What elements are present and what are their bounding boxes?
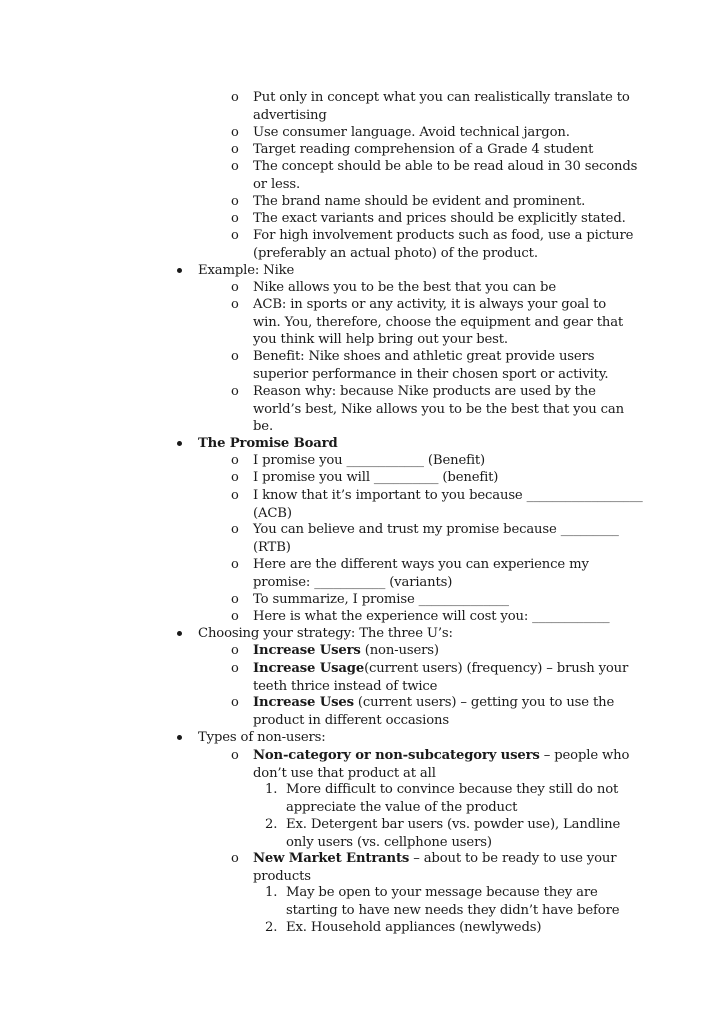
- sub-bullet: o: [231, 592, 239, 607]
- sub-bullet: o: [231, 90, 239, 105]
- sub-item-text: You can believe and trust my promise because _________: [253, 522, 619, 537]
- strategy-heading: Choosing your strategy: The three U’s:: [198, 626, 453, 641]
- numbered-marker: 2.: [265, 920, 278, 935]
- sub-item-text: ACB: in sports or any activity, it is always your goal to: [253, 297, 607, 312]
- numbered-item-text: Ex. Household appliances (newlyweds): [286, 920, 542, 935]
- main-bullet: [177, 268, 182, 273]
- sub-item-text: Non-category or non-subcategory users – people who: [253, 748, 630, 763]
- sub-item-text: Increase Uses (current users) – getting you to use the: [253, 695, 615, 710]
- sub-bullet: o: [231, 194, 239, 209]
- sub-item-text: don’t use that product at all: [253, 765, 436, 781]
- sub-item-text: be.: [253, 419, 273, 434]
- sub-item-text: superior performance in their chosen sport or activity.: [253, 366, 609, 382]
- sub-item-text: The brand name should be evident and prominent.: [253, 194, 586, 209]
- sub-bullet: o: [231, 349, 239, 364]
- sub-bullet: o: [231, 695, 239, 710]
- numbered-item-text: starting to have new needs they didn’t have before: [286, 902, 620, 918]
- sub-item-text: (ACB): [253, 505, 292, 521]
- sub-bullet: o: [231, 384, 239, 399]
- sub-item-text: Increase Usage(current users) (frequency) – brush your: [253, 661, 629, 676]
- sub-bullet: o: [231, 643, 239, 658]
- sub-item-text: world’s best, Nike allows you to be the best that you can: [253, 401, 624, 417]
- sub-item-text: product in different occasions: [253, 712, 449, 728]
- sub-item-text: Target reading comprehension of a Grade 4 student: [253, 142, 594, 157]
- sub-item-text: (RTB): [253, 539, 291, 555]
- numbered-item-text: appreciate the value of the product: [286, 799, 518, 815]
- sub-item-text: advertising: [253, 107, 327, 123]
- sub-bullet: o: [231, 661, 239, 676]
- numbered-marker: 1.: [265, 885, 278, 900]
- sub-item-text: Here is what the experience will cost you: ____________: [253, 609, 610, 624]
- numbered-item-text: More difficult to convince because they still do not: [286, 782, 619, 797]
- sub-item-text: New Market Entrants – about to be ready to use your: [253, 851, 617, 866]
- sub-item-text: Benefit: Nike shoes and athletic great provide users: [253, 349, 595, 364]
- sub-item-text: Use consumer language. Avoid technical jargon.: [253, 125, 570, 140]
- sub-item-text: The exact variants and prices should be explicitly stated.: [253, 211, 626, 226]
- promise-board-heading: The Promise Board: [198, 436, 338, 451]
- main-bullet: [177, 735, 182, 740]
- sub-bullet: o: [231, 125, 239, 140]
- sub-bullet: o: [231, 142, 239, 157]
- sub-bullet: o: [231, 851, 239, 866]
- sub-item-text: To summarize, I promise ______________: [253, 592, 509, 607]
- sub-item-text: Here are the different ways you can experience my: [253, 557, 589, 572]
- sub-bullet: o: [231, 453, 239, 468]
- sub-item-text: you think will help bring out your best.: [253, 332, 508, 347]
- sub-bullet: o: [231, 159, 239, 174]
- sub-item-text: or less.: [253, 176, 300, 192]
- sub-item-text: Put only in concept what you can realistically translate to: [253, 90, 630, 105]
- sub-bullet: o: [231, 228, 239, 243]
- numbered-item-text: Ex. Detergent bar users (vs. powder use), Landline: [286, 817, 621, 832]
- sub-item-text: (preferably an actual photo) of the product.: [253, 245, 538, 261]
- main-bullet: [177, 631, 182, 636]
- sub-item-text: I know that it’s important to you because __________________: [253, 488, 643, 503]
- sub-item-text: Increase Users (non-users): [253, 643, 439, 658]
- sub-item-text: I promise you will __________ (benefit): [253, 470, 499, 485]
- sub-item-text: Reason why: because Nike products are used by the: [253, 384, 596, 399]
- sub-item-text: For high involvement products such as food, use a picture: [253, 228, 634, 243]
- numbered-item-text: May be open to your message because they are: [286, 885, 598, 900]
- sub-bullet: o: [231, 748, 239, 763]
- sub-item-text: Nike allows you to be the best that you can be: [253, 280, 556, 295]
- sub-bullet: o: [231, 297, 239, 312]
- sub-item-text: The concept should be able to be read aloud in 30 seconds: [253, 159, 638, 174]
- sub-bullet: o: [231, 488, 239, 503]
- sub-item-text: I promise you ____________ (Benefit): [253, 453, 486, 468]
- sub-bullet: o: [231, 522, 239, 537]
- main-bullet: [177, 441, 182, 446]
- sub-bullet: o: [231, 211, 239, 226]
- numbered-marker: 1.: [265, 782, 278, 797]
- non-users-heading: Types of non-users:: [198, 730, 326, 745]
- example-heading: Example: Nike: [198, 263, 295, 278]
- numbered-item-text: only users (vs. cellphone users): [286, 834, 492, 850]
- sub-item-text: promise: ___________ (variants): [253, 574, 453, 590]
- sub-item-text: products: [253, 868, 311, 884]
- sub-bullet: o: [231, 470, 239, 485]
- sub-bullet: o: [231, 609, 239, 624]
- sub-bullet: o: [231, 280, 239, 295]
- numbered-marker: 2.: [265, 817, 278, 832]
- sub-bullet: o: [231, 557, 239, 572]
- sub-item-text: teeth thrice instead of twice: [253, 678, 438, 694]
- sub-item-text: win. You, therefore, choose the equipment and gear that: [253, 314, 624, 330]
